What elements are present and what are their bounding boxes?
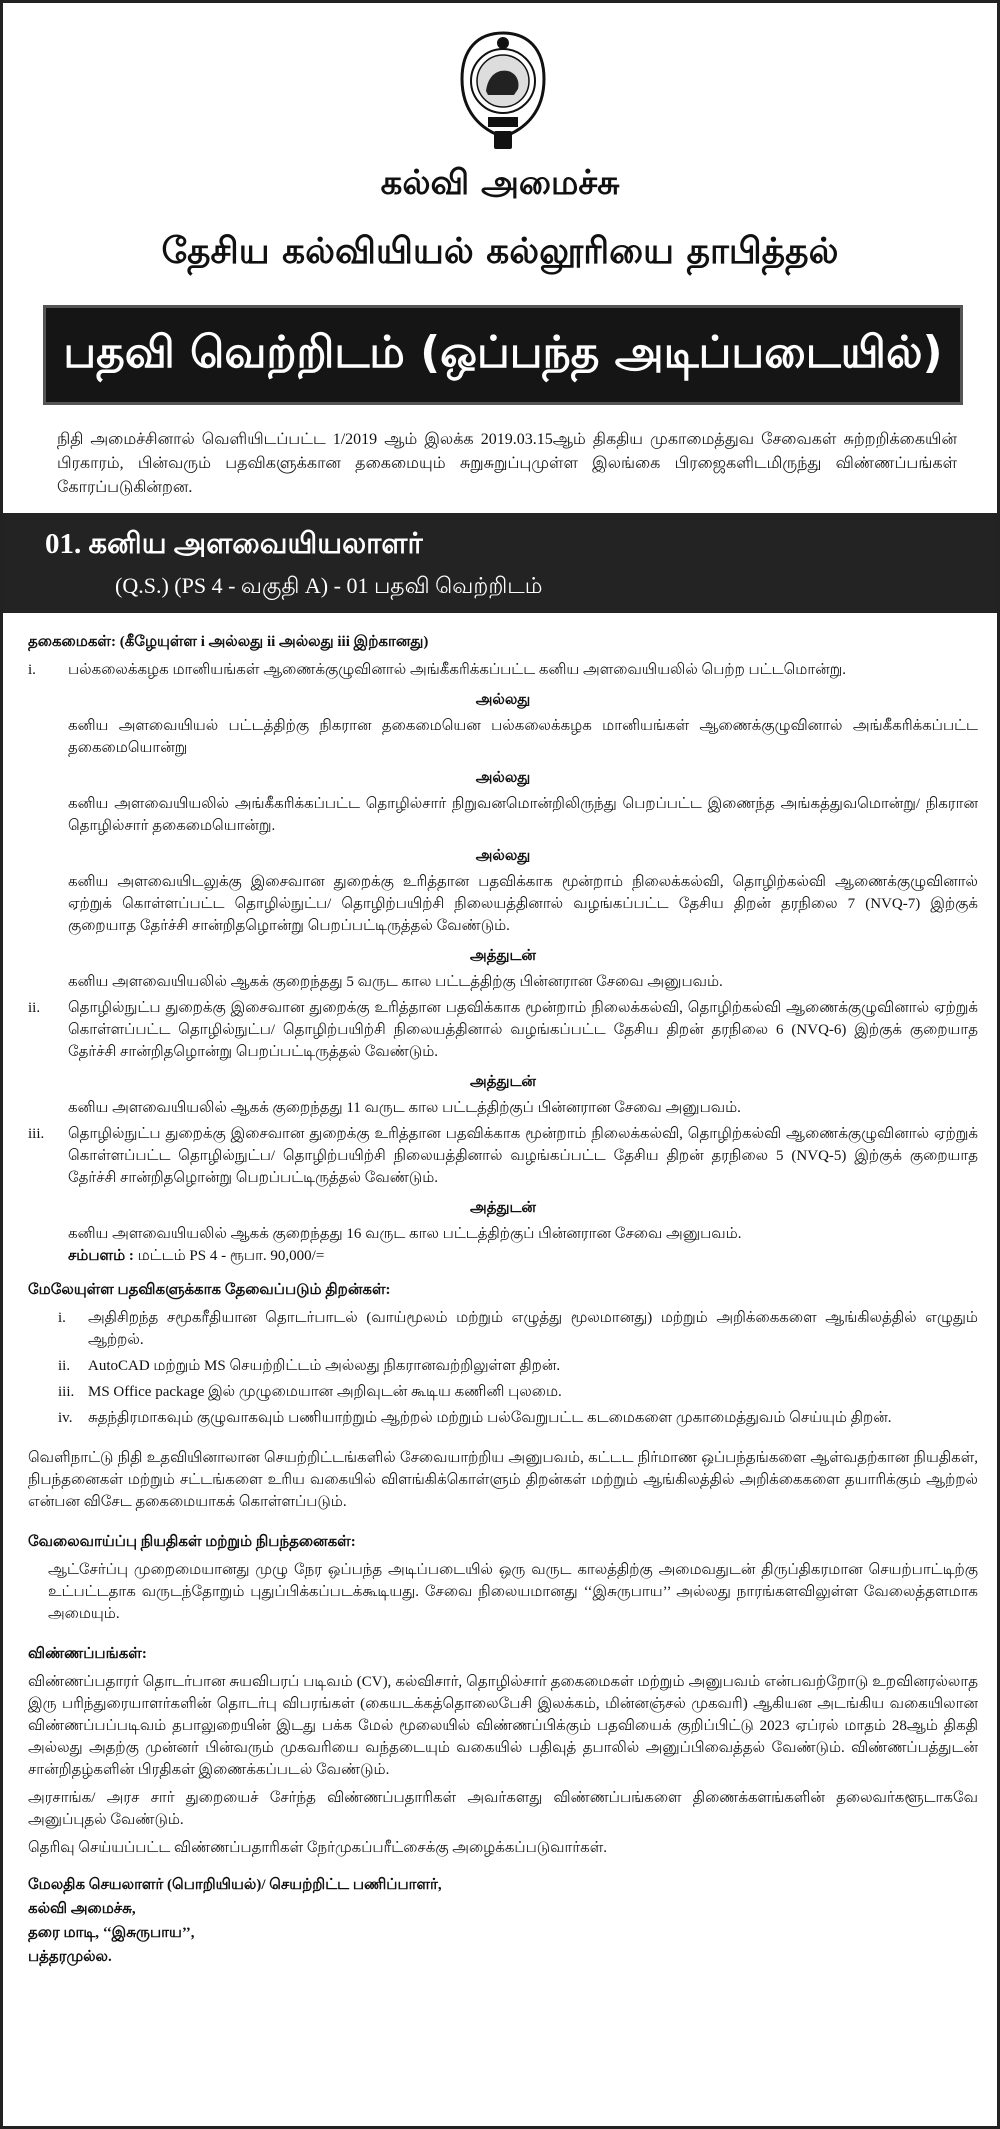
applications-paragraph: விண்ணப்பதாரர் தொடர்பான சுயவிபரப் படிவம் (CV), கல்விசார், தொழில்சார் தகைமைகள் மற்றும் அனுபவம் என்பவற்றோடு உறவினரல்லாத இரு பரிந்துரையாளர்களின் தொடர்பு விபரங்கள் (கையடக்கத்தொலைபேசி இலக்கம், மின்னஞ்சல் முகவரி) ஆகியன அடங்கிய வகையிலான விண்ணப்பப்படிவம் தபாலுறையின் இடது பக்க மேல் மூலையில் விண்ணப்பிக்கும் பதவியைக் குறிப்பிட்டு 2023 ஏப்ரல் மாதம் 28ஆம் திகதி அல்லது அதற்கு முன்னர் பின்வரும் முகவரியை வந்தடையும் வகையில் பதிவுத் தபாலில் அனுப்பிவைத்தல் வேண்டும். விண்ணப்பத்துடன் சான்றிதழ்களின் பிரதிகள் இணைக்கப்படல் வேண்டும். [28,1674,978,1778]
college-title: தேசிய கல்வியியல் கல்லூரியை தாபித்தல் [161,231,839,272]
applications-heading: விண்ணப்பங்கள்: [28,1646,147,1662]
experience-requirement: கனிய அளவையியலில் ஆகக் குறைந்தது 11 வருட கால பட்டத்திற்குப் பின்னரான சேவை அனுபவம். [68,1100,741,1116]
skill-text: MS Office package இல் முழுமையான அறிவுடன் கூடிய கணினி புலமை. [88,1384,562,1400]
vacancy-banner [43,305,963,405]
skill-number: i. [58,1310,66,1326]
signature-line: பத்தரமுல்ல. [28,1949,112,1965]
signature-line: கல்வி அமைச்சு, [28,1901,136,1917]
terms-paragraph: ஆட்சேர்ப்பு முறைமையானது முழு நேர ஒப்பந்த அடிப்படையில் ஒரு வருட காலத்திற்கு அமைவதுடன் திருப்திகரமான செயற்பாட்டிற்கு உட்பட்டதாக வருடந்தோறும் புதுப்பிக்கப்படக்கூடியது. சேவை நிலையமானது ‘‘இசுருபாய’’ அல்லது நாரங்களவிலுள்ள வேலைத்தளமாக அமையும். [48,1562,978,1622]
sri-lanka-emblem-icon [458,31,548,153]
qualification-option: கனிய அளவையியலில் அங்கீகரிக்கப்பட்ட தொழில்சார் நிறுவனமொன்றிலிருந்து பெறப்பட்ட இணைந்த அங்கத்துவமொன்று/ நிகரான தொழில்சார் தகைமையொன்று. [68,796,978,834]
ministry-title: கல்வி அமைச்சு [380,163,620,203]
salary-value: மட்டம் PS 4 - ரூபா. 90,000/= [137,1248,325,1264]
item-text: தொழில்நுட்ப துறைக்கு இசைவான துறைக்கு உரித்தான பதவிக்காக மூன்றாம் நிலைக்கல்வி, தொழிற்கல்வி ஆணைக்குழுவினால் ஏற்றுக் கொள்ளப்பட்ட தொழில்நுட்ப/ தொழிற்பயிற்சி நிலையத்தினால் வழங்கப்பட்ட தேசிய திறன் தரநிலை 6 (NVQ-6) இற்குக் குறையாத தேர்ச்சி சான்றிதழொன்று பெறப்பட்டிருத்தல் வேண்டும். [68,1000,978,1060]
skill-item [58,1407,978,1429]
item-text: பல்கலைக்கழக மானியங்கள் ஆணைக்குழுவினால் அங்கீகரிக்கப்பட்ட கனிய அளவையியலில் பெற்ற பட்டமொன்று. [68,662,846,678]
skill-item [58,1307,978,1351]
skill-number: iv. [58,1410,73,1426]
signature-line: மேலதிக செயலாளர் (பொறியியல்)/ செயற்றிட்ட பணிப்பாளர், [28,1877,442,1893]
or-separator: அல்லது [475,770,531,786]
skills-heading: மேலேயுள்ள பதவிகளுக்காக தேவைப்படும் திறன்கள்: [28,1282,391,1298]
skill-number: iii. [58,1384,75,1400]
skill-item [58,1381,978,1403]
terms-heading: வேலைவாய்ப்பு நியதிகள் மற்றும் நிபந்தனைகள்: [28,1534,356,1550]
post-grade: (Q.S.) (PS 4 - வகுதி A) - 01 பதவி வெற்றிடம் [115,573,543,598]
qualification-item-iii [28,1123,978,1189]
or-separator: அல்லது [475,848,531,864]
vacancy-banner-text: பதவி வெற்றிடம் (ஒப்பந்த அடிப்படையில்) [63,326,943,378]
qualifications-heading: தகைமைகள்: (கீழேயுள்ள i அல்லது ii அல்லது iii இற்கானது) [28,634,429,650]
post-title: 01. கனிய அளவையியலாளர் [45,528,423,560]
or-separator: அல்லது [475,692,531,708]
item-number: i. [28,662,36,678]
item-text: தொழில்நுட்ப துறைக்கு இசைவான துறைக்கு உரித்தான பதவிக்காக மூன்றாம் நிலைக்கல்வி, தொழிற்கல்வி ஆணைக்குழுவினால் ஏற்றுக் கொள்ளப்பட்ட தொழில்நுட்ப/ தொழிற்பயிற்சி நிலையத்தினால் வழங்கப்பட்ட தேசிய திறன் தரநிலை 5 (NVQ-5) இற்குக் குறையாத தேர்ச்சி சான்றிதழொன்று பெறப்பட்டிருத்தல் வேண்டும். [68,1126,978,1186]
salary-line [68,1245,978,1267]
skill-text: AutoCAD மற்றும் MS செயற்றிட்டம் அல்லது நிகரானவற்றிலுள்ள திறன். [88,1358,561,1374]
skill-item [58,1355,978,1377]
skill-number: ii. [58,1358,71,1374]
skill-text: சுதந்திரமாகவும் குழுவாகவும் பணியாற்றும் ஆற்றல் மற்றும் பல்வேறுபட்ட கடமைகளை முகாமைத்துவம் செய்யும் திறன். [88,1410,892,1426]
qualification-item-i [28,659,978,681]
item-number: ii. [28,1000,41,1016]
qualification-option: கனிய அளவையிடலுக்கு இசைவான துறைக்கு உரித்தான பதவிக்காக மூன்றாம் நிலைக்கல்வி, தொழிற்கல்வி ஆணைக்குழுவினால் ஏற்றுக் கொள்ளப்பட்ட தொழில்நுட்ப/ தொழிற்பயிற்சி நிலையத்தினால் வழங்கப்பட்ட தேசிய திறன் தரநிலை 7 (NVQ-7) இற்குக் குறையாத தேர்ச்சி சான்றிதழொன்று பெறப்பட்டிருத்தல் வேண்டும். [68,874,978,934]
experience-requirement: கனிய அளவையியலில் ஆகக் குறைந்தது 5 வருட கால பட்டத்திற்கு பின்னரான சேவை அனுபவம். [68,974,723,990]
post-header [3,513,997,613]
notice-body [28,627,978,1969]
salary-label: சம்பளம் : [68,1248,134,1264]
signature-line: தரை மாடி, ‘‘இசுருபாய’’, [28,1925,195,1941]
skill-text: அதிசிறந்த சமூகரீதியான தொடர்பாடல் (வாய்மூலம் மற்றும் எழுத்து மூலமானது) மற்றும் அறிக்கைகளை ஆங்கிலத்தில் எழுதும் ஆற்றல். [88,1310,978,1348]
and-separator: அத்துடன் [470,1200,536,1216]
interview-paragraph: தெரிவு செய்யப்பட்ட விண்ணப்பதாரிகள் நேர்முகப்பரீட்சைக்கு அழைக்கப்படுவார்கள். [28,1840,608,1856]
and-separator: அத்துடன் [470,948,536,964]
intro-paragraph: நிதி அமைச்சினால் வெளியிடப்பட்ட 1/2019 ஆம் இலக்க 2019.03.15ஆம் திகதிய முகாமைத்துவ சேவைகள் சுற்றறிக்கையின் பிரகாரம், பின்வரும் பதவிகளுக்கான தகைமையும் சுறுசுறுப்புமுள்ள இலங்கை பிரஜைகளிடமிருந்து விண்ணப்பங்கள் கோரப்படுகின்றன. [57,431,957,496]
signature-block [28,1873,978,1969]
qualification-item-ii [28,997,978,1063]
qualification-option: கனிய அளவையியல் பட்டத்திற்கு நிகரான தகைமையென பல்கலைக்கழக மானியங்கள் ஆணைக்குழுவினால் அங்கீகரிக்கப்பட்ட தகைமையொன்று [68,718,978,756]
experience-requirement: கனிய அளவையியலில் ஆகக் குறைந்தது 16 வருட கால பட்டத்திற்குப் பின்னரான சேவை அனுபவம். [68,1226,742,1242]
item-number: iii. [28,1126,45,1142]
special-qualification-paragraph: வெளிநாட்டு நிதி உதவியினாலான செயற்றிட்டங்களில் சேவையாற்றிய அனுபவம், கட்டட நிர்மாண ஒப்பந்தங்களை ஆள்வதற்கான நியதிகள், நிபந்தனைகள் மற்றும் சட்டங்களை உரிய வகையில் விளங்கிக்கொள்ளும் திறன்கள் மற்றும் ஆங்கிலத்தில் அறிக்கைகளை தயாரிக்கும் ஆற்றல் என்பன விசேட தகைமையாகக் கொள்ளப்படும். [28,1450,978,1510]
and-separator: அத்துடன் [470,1074,536,1090]
government-applicants-paragraph: அரசாங்க/ அரச சார் துறையைச் சேர்ந்த விண்ணப்பதாரிகள் அவர்களது விண்ணப்பங்களை திணைக்களங்களின் தலைவர்களூடாகவே அனுப்புதல் வேண்டும். [28,1790,978,1828]
